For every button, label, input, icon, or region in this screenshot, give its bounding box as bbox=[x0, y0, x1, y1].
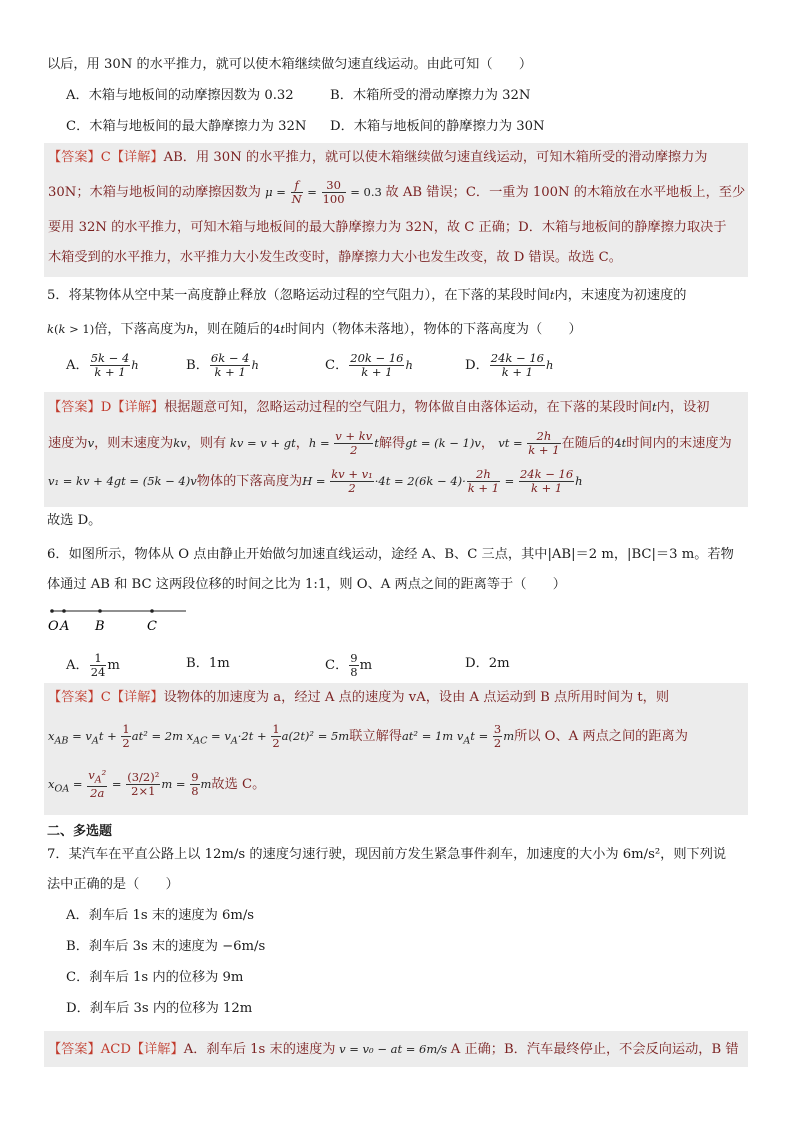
q6-stem-line2: 体通过 AB 和 BC 这两段位移的时间之比为 1:1，则 O、A 两点之间的距离等于（ ） bbox=[47, 577, 566, 592]
q6-option-a: A． $\frac{1}{24}$ m bbox=[66, 651, 120, 679]
q7-option-d: D．刹车后 3s 内的位移为 12m bbox=[66, 1001, 253, 1016]
motion-line-diagram bbox=[46, 604, 196, 634]
label-c: C bbox=[147, 619, 157, 634]
formula-f-over-n: $\frac{f}{N}$ bbox=[291, 178, 302, 206]
q4-option-d: D．木箱与地板间的静摩擦力为 30N bbox=[330, 119, 545, 134]
q6-option-d: D．2m bbox=[465, 656, 510, 671]
label-o: O bbox=[48, 619, 59, 634]
q5-option-c: C． $\frac{20k - 16}{k + 1}$ h bbox=[325, 351, 413, 379]
q4-answer-tag: 【答案】C【详解】 bbox=[48, 150, 164, 165]
q7-answer-box: 【答案】ACD【详解】A．刹车后 1s 末的速度为 v = v₀ − at = 6m/s A 正确；B．汽车最终停止，不会反向运动，B 错 bbox=[44, 1031, 748, 1067]
point-o-dot bbox=[50, 609, 54, 613]
label-a: A bbox=[60, 619, 70, 634]
q7-option-b: B．刹车后 3s 末的速度为 −6m/s bbox=[66, 939, 266, 954]
label-b: B bbox=[95, 619, 105, 634]
q4-option-b: B．木箱所受的滑动摩擦力为 32N bbox=[330, 88, 531, 103]
q6-option-c: C． $\frac{9}{8}$ m bbox=[325, 651, 373, 679]
q5-conclusion: 故选 D。 bbox=[47, 513, 102, 528]
q4-answer-line2b: 故 AB 错误；C．一重为 100N 的木箱放在水平地板上，至少 bbox=[385, 185, 746, 200]
point-c-dot bbox=[150, 609, 154, 613]
point-a-dot bbox=[62, 609, 66, 613]
q4-option-c: C．木箱与地板间的最大静摩擦力为 32N bbox=[66, 119, 307, 134]
q7-stem-line2: 法中正确的是（ ） bbox=[47, 877, 179, 892]
q4-answer-line3: 要用 32N 的水平推力，可知木箱与地板间的最大静摩擦力为 32N，故 C 正确；D．木箱与地板间的静摩擦力取决于 bbox=[48, 220, 727, 235]
q4-stem: 以后，用 30N 的水平推力，就可以使木箱继续做匀速直线运动。由此可知（ ） bbox=[47, 57, 533, 72]
q5-option-a: A． $\frac{5k - 4}{k + 1}$ h bbox=[66, 351, 139, 379]
q4-option-a: A．木箱与地板间的动摩擦因数为 0.32 bbox=[66, 88, 294, 103]
q4-answer-box: 【答案】C【详解】AB．用 30N 的水平推力，就可以使木箱继续做匀速直线运动，可知木箱所受的滑动摩擦力为 30N；木箱与地板间的动摩擦因数为 μ = $\frac{f}{N}$ = $\frac{30}{100}$ = 0.3 故 AB 错误；C．一重为 100N 的木箱放在水平地板上，至少 要用 32N 的水平推力，可知木箱与地板间的最大静摩擦力为 32N，故 C 正确；D．木箱与地板间的静摩擦力取决于 木箱受到的水平推力，水平推力大小发生改变时，静摩擦力大小也发生改变，故 D 错误。故选 C。 bbox=[44, 143, 748, 277]
q7-stem-line1: 7．某汽车在平直公路上以 12m/s 的速度匀速行驶，现因前方发生紧急事件刹车，加速度的大小为 6m/s²，则下列说 bbox=[47, 847, 727, 862]
q4-answer-line4: 木箱受到的水平推力，水平推力大小发生改变时，静摩擦力大小也发生改变，故 D 错误。故选 C。 bbox=[48, 250, 622, 265]
section-heading: 二、多选题 bbox=[47, 824, 113, 839]
q6-answer-box: 【答案】C【详解】设物体的加速度为 a，经过 A 点的速度为 vA，设由 A 点运动到 B 点所用时间为 t，则 $x_{AB} = v_At$ + $\frac{1}{2}$ at² = 2m $x_{AC} = v_A\cdot 2t$ + $\frac{1}{2}$ a(2t)² = 5m联立解得at² = 1m $v_At$ = $\frac{3}{2}$ m所以 O、A 两点之间的距离为 $x_{OA}$ = $\frac{v_A^2}{2a}$ = $\frac{\text{(3/2)²}}{2\times 1}$ m = $\frac{9}{8}$ m故选 C。 bbox=[44, 683, 748, 815]
q5-option-b: B． $\frac{6k - 4}{k + 1}$ h bbox=[186, 351, 259, 379]
q7-option-c: C．刹车后 1s 内的位移为 9m bbox=[66, 970, 244, 985]
q5-option-d: D． $\frac{24k - 16}{k + 1}$ h bbox=[465, 351, 554, 379]
point-b-dot bbox=[98, 609, 102, 613]
q4-answer-line2a: 30N；木箱与地板间的动摩擦因数为 bbox=[48, 185, 261, 200]
q5-stem-line1: 5．将某物体从空中某一高度静止释放（忽略运动过程的空气阻力），在下落的某段时间t内，末速度为初速度的 bbox=[47, 288, 687, 303]
q7-option-a: A．刹车后 1s 末的速度为 6m/s bbox=[66, 908, 255, 923]
q4-answer-line1: AB．用 30N 的水平推力，就可以使木箱继续做匀速直线运动，可知木箱所受的滑动摩擦力为 bbox=[163, 150, 708, 165]
q5-stem-line2: k(k > 1)倍，下落高度为h，则在随后的4t时间内（物体未落地），物体的下落高度为（ ） bbox=[47, 322, 582, 337]
q5-answer-box: 【答案】D【详解】根据题意可知，忽略运动过程的空气阻力，物体做自由落体运动，在下落的某段时间t内，设初 速度为v，则末速度为kv，则有 kv = v + gt，h = $\frac{v + kv}{2}$ t解得gt = (k − 1)v， vt = $\frac{2h}{k + 1}$ 在随后的4t时间内的末速度为 v₁ = kv + 4gt = (5k − 4)v物体的下落高度为H = $\frac{\text{kv + v₁}}{2}$ ·4t = 2(6k − 4)· $\frac{2h}{k + 1}$ = $\frac{24k - 16}{k + 1}$ h bbox=[44, 392, 748, 507]
q6-stem-line1: 6．如图所示，物体从 O 点由静止开始做匀加速直线运动，途经 A、B、C 三点，其中|AB|＝2 m，|BC|＝3 m。若物 bbox=[47, 547, 734, 562]
q6-option-b: B．1m bbox=[186, 656, 230, 671]
